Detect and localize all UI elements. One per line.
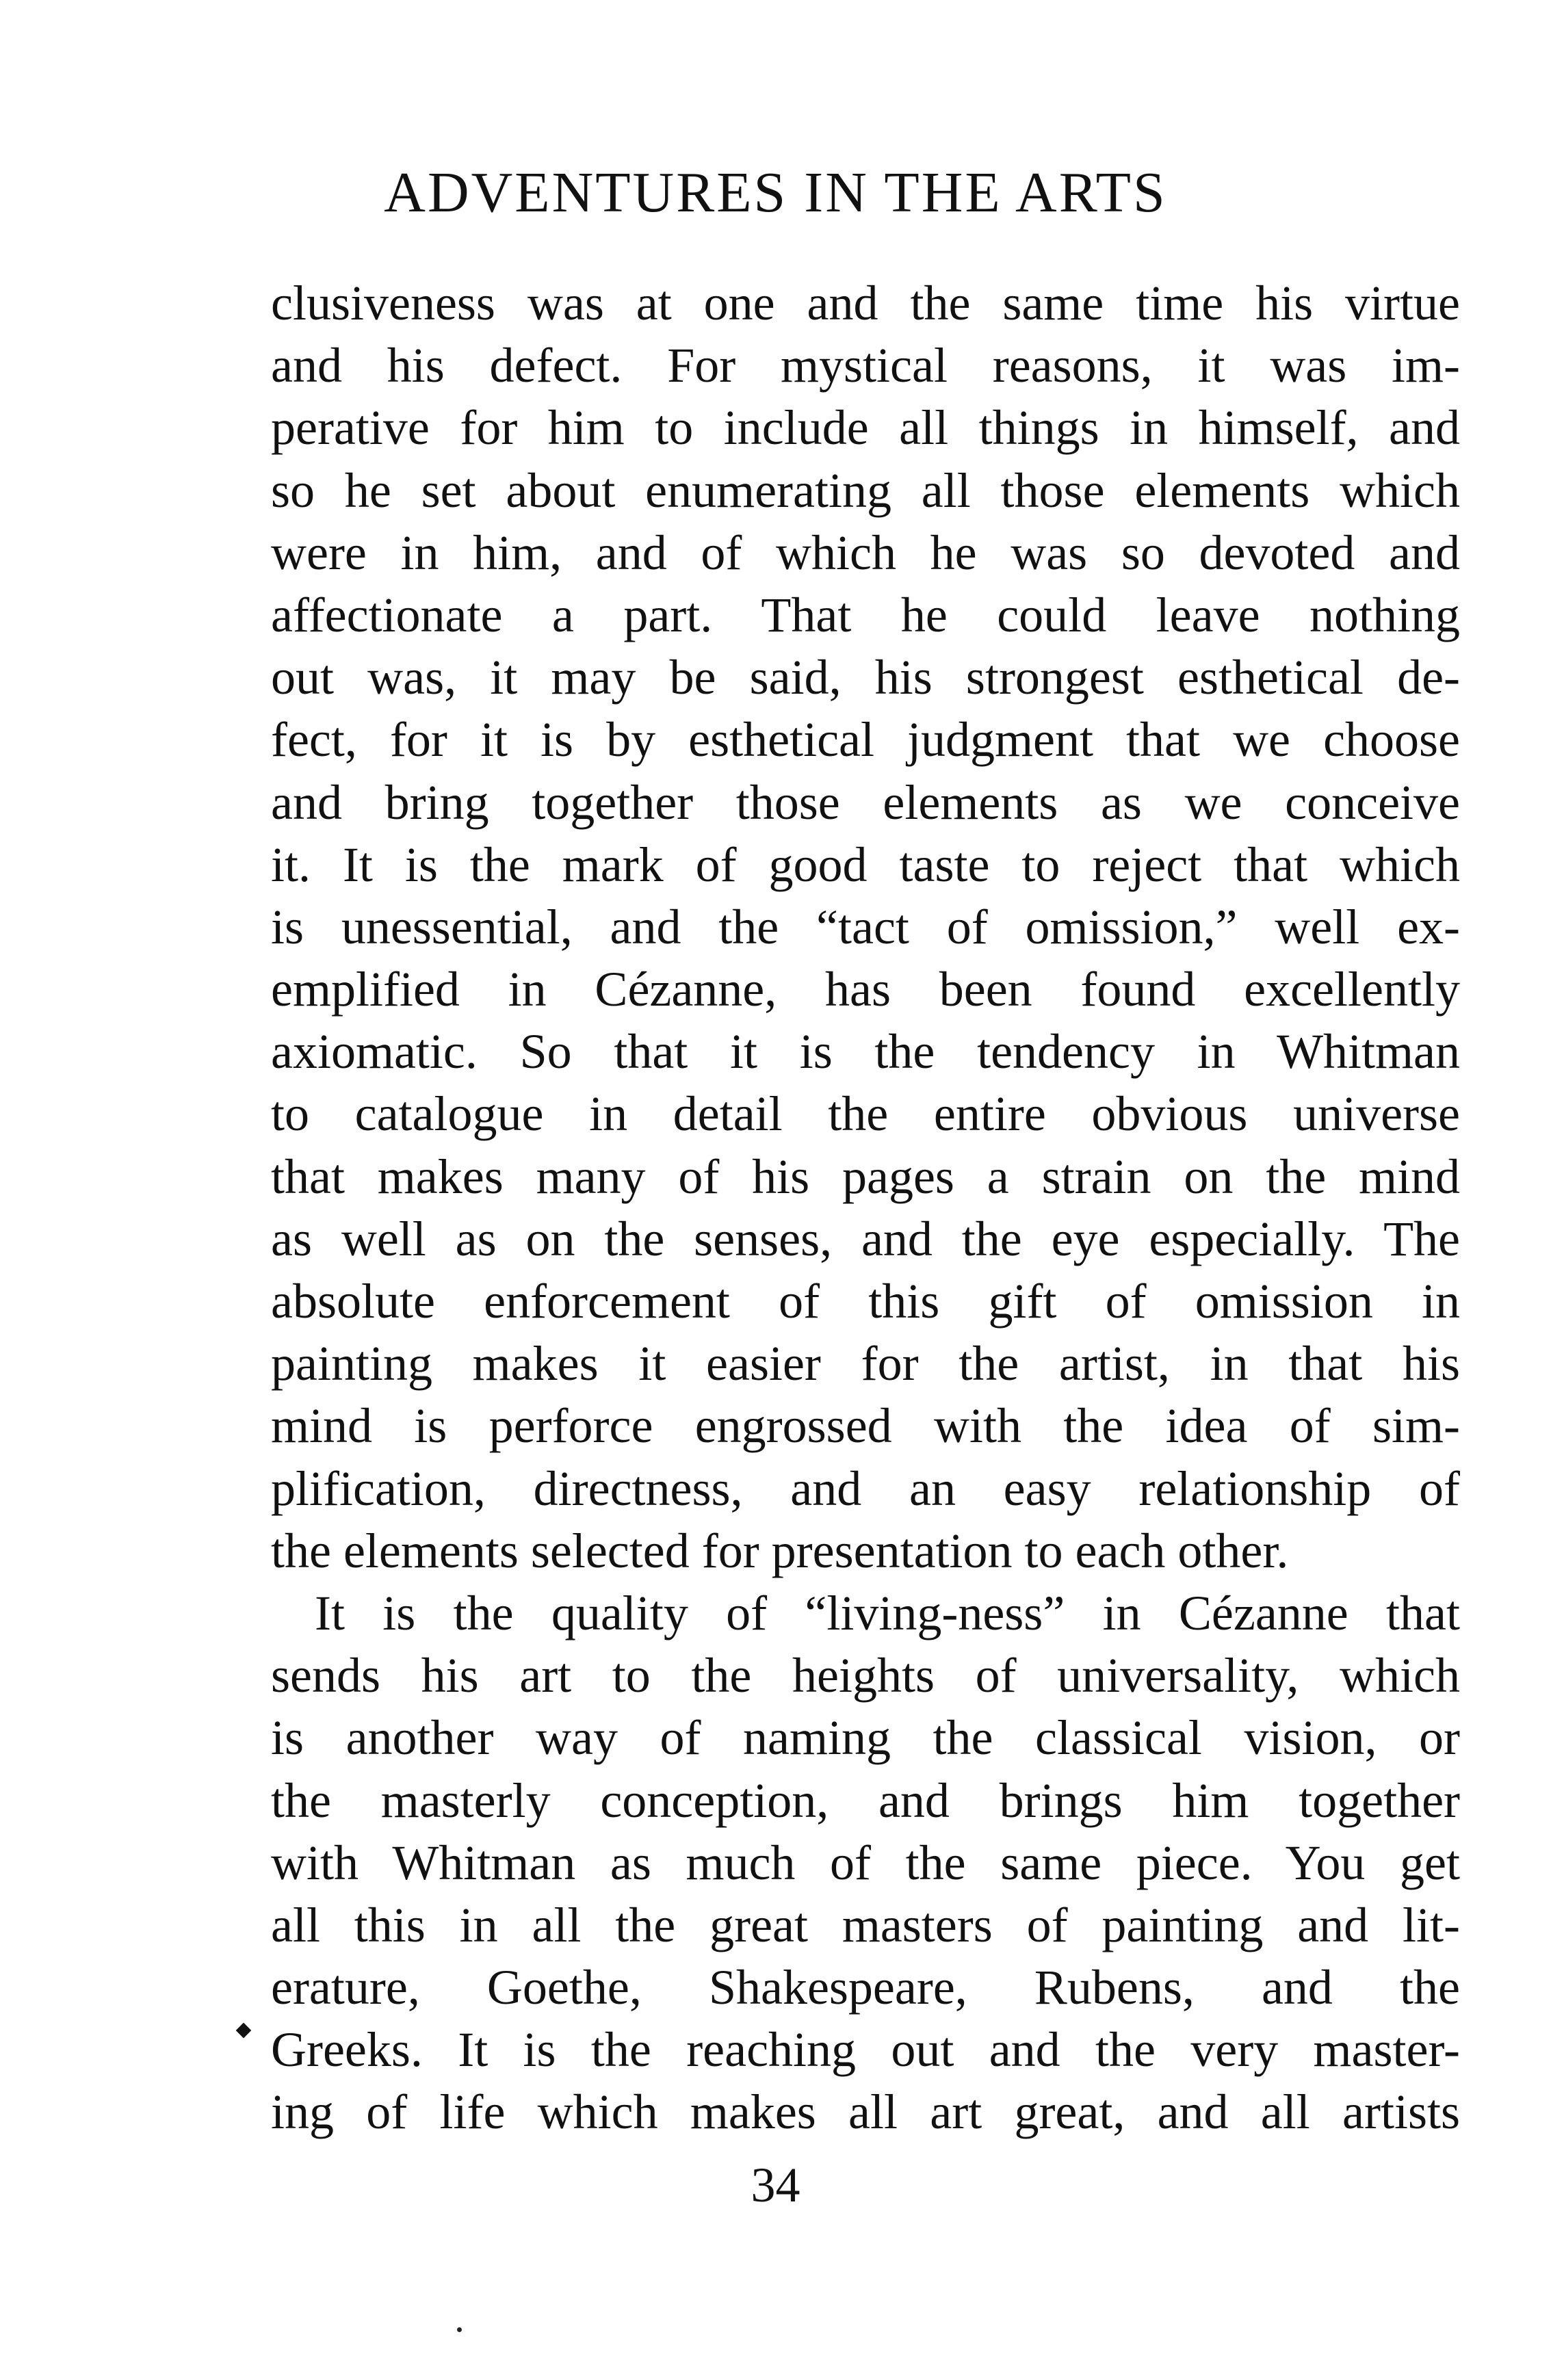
text-line: as well as on the senses, and the eye especially. The [271,1211,1460,1266]
text-line: is unessential, and the “tact of omission,” well ex- [271,899,1460,954]
text-line: out was, it may be said, his strongest esthetical de- [271,650,1460,705]
text-line: all this in all the great masters of painting and lit- [271,1897,1460,1952]
text-line: that makes many of his pages a strain on the mind [271,1149,1460,1204]
text-line: erature, Goethe, Shakespeare, Rubens, and the [271,1960,1460,2015]
body-text [271,272,1460,2144]
text-line: Greeks. It is the reaching out and the very master- [271,2022,1460,2078]
text-line-paragraph-end: the elements selected for presentation to each other. [271,1523,1289,1578]
text-line: and bring together those elements as we conceive [271,774,1460,830]
ink-speck-icon [457,2327,462,2332]
text-line: to catalogue in detail the entire obvious universe [271,1086,1460,1142]
margin-mark-icon [236,2023,252,2039]
text-line: clusiveness was at one and the same time his virtue [271,276,1460,330]
text-line: so he set about enumerating all those elements which [271,462,1460,518]
text-line: mind is perforce engrossed with the idea of sim- [271,1398,1460,1454]
text-line: axiomatic. So that it is the tendency in Whitman [271,1024,1460,1080]
text-line: perative for him to include all things in himself, and [271,400,1460,456]
text-line: fect, for it is by esthetical judgment that we choose [271,712,1460,768]
text-line: it. It is the mark of good taste to reject that which [271,837,1460,892]
text-line-paragraph-start: It is the quality of “living-ness” in Cézanne that [315,1585,1460,1640]
text-line: sends his art to the heights of universality, which [271,1648,1460,1703]
text-line: ing of life which makes all art great, and all artists [271,2084,1460,2140]
text-line: were in him, and of which he was so devoted and [271,525,1460,580]
text-line: affectionate a part. That he could leave nothing [271,587,1460,642]
text-line: plification, directness, and an easy relationship of [271,1461,1460,1516]
text-line: is another way of naming the classical vision, or [271,1710,1460,1766]
running-head: ADVENTURES IN THE ARTS [384,161,1167,224]
text-line: the masterly conception, and brings him together [271,1773,1460,1828]
text-line: and his defect. For mystical reasons, it was im- [271,338,1460,393]
text-line: painting makes it easier for the artist, in that his [271,1336,1460,1391]
text-line: with Whitman as much of the same piece. You get [271,1835,1460,1890]
text-line: emplified in Cézanne, has been found excellently [271,962,1460,1017]
page-number: 34 [751,2158,800,2212]
text-line: absolute enforcement of this gift of omission in [271,1274,1460,1329]
